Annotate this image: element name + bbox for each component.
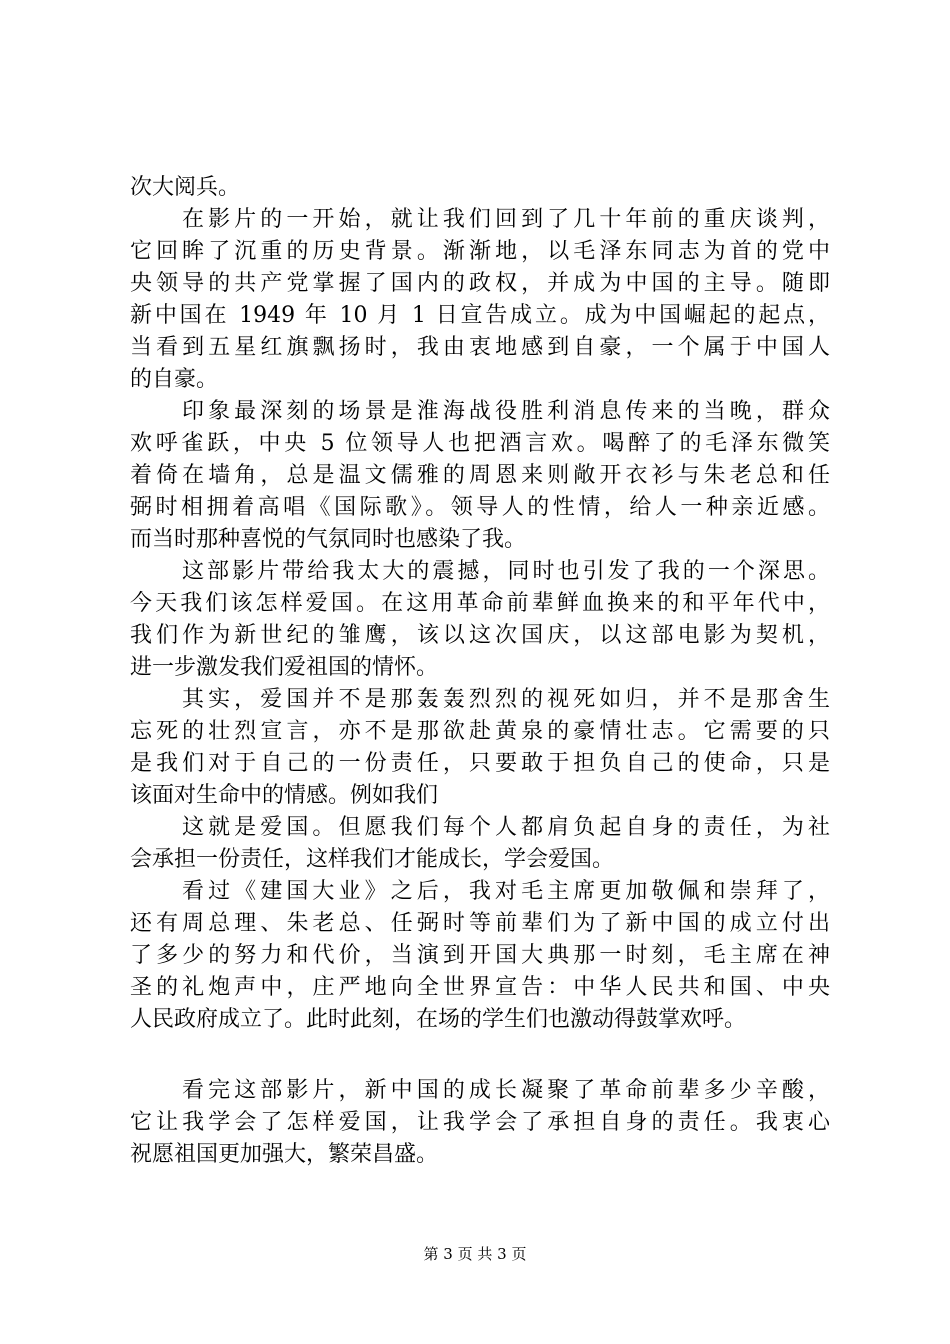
text-line: 进一步激发我们爱祖国的情怀。 bbox=[130, 655, 439, 680]
text-line: 欢呼雀跃，中央 5 位领导人也把酒言欢。喝醉了的毛泽东微笑 bbox=[130, 431, 830, 456]
text-line: 看完这部影片，新中国的成长凝聚了革命前辈多少辛酸， bbox=[182, 1078, 830, 1103]
text-line: 央领导的共产党掌握了国内的政权，并成为中国的主导。随即 bbox=[130, 271, 830, 296]
text-line: 圣的礼炮声中，庄严地向全世界宣告：中华人民共和国、中央 bbox=[130, 975, 830, 1000]
text-line: 人民政府成立了。此时此刻，在场的学生们也激动得鼓掌欢呼。 bbox=[130, 1007, 747, 1032]
text-line: 该面对生命中的情感。例如我们 bbox=[130, 783, 439, 808]
text-line: 这部影片带给我太大的震撼，同时也引发了我的一个深思。 bbox=[182, 559, 830, 584]
text-line: 而当时那种喜悦的气氛同时也感染了我。 bbox=[130, 527, 527, 552]
text-line: 是我们对于自己的一份责任，只要敢于担负自己的使命，只是 bbox=[130, 751, 830, 776]
text-line: 它回眸了沉重的历史背景。渐渐地，以毛泽东同志为首的党中 bbox=[130, 239, 830, 264]
page-footer: 第 3 页 共 3 页 bbox=[423, 1245, 527, 1263]
text-line: 的自豪。 bbox=[130, 367, 219, 392]
text-line: 今天我们该怎样爱国。在这用革命前辈鲜血换来的和平年代中， bbox=[130, 591, 830, 616]
text-line: 会承担一份责任，这样我们才能成长，学会爱国。 bbox=[130, 847, 615, 872]
text-line: 还有周总理、朱老总、任弼时等前辈们为了新中国的成立付出 bbox=[130, 911, 830, 936]
text-line: 我们作为新世纪的雏鹰，该以这次国庆，以这部电影为契机， bbox=[130, 623, 830, 648]
text-line: 当看到五星红旗飘扬时，我由衷地感到自豪，一个属于中国人 bbox=[130, 335, 830, 360]
text-line: 新中国在 1949 年 10 月 1 日宣告成立。成为中国崛起的起点， bbox=[130, 303, 830, 328]
text-line: 这就是爱国。但愿我们每个人都肩负起自身的责任，为社 bbox=[182, 815, 830, 840]
text-line: 祝愿祖国更加强大，繁荣昌盛。 bbox=[130, 1142, 439, 1167]
text-line: 其实，爱国并不是那轰轰烈烈的视死如归，并不是那舍生 bbox=[182, 687, 830, 712]
text-line: 在影片的一开始，就让我们回到了几十年前的重庆谈判， bbox=[182, 207, 830, 232]
text-line: 了多少的努力和代价，当演到开国大典那一时刻，毛主席在神 bbox=[130, 943, 830, 968]
text-line: 看过《建国大业》之后，我对毛主席更加敬佩和崇拜了， bbox=[182, 879, 830, 904]
text-line: 印象最深刻的场景是淮海战役胜利消息传来的当晚，群众 bbox=[182, 399, 830, 424]
text-line: 着倚在墙角，总是温文儒雅的周恩来则敞开衣衫与朱老总和任 bbox=[130, 463, 830, 488]
text-line: 它让我学会了怎样爱国，让我学会了承担自身的责任。我衷心 bbox=[130, 1110, 830, 1135]
text-line: 弼时相拥着高唱《国际歌》。领导人的性情，给人一种亲近感。 bbox=[130, 495, 830, 520]
text-line: 次大阅兵。 bbox=[130, 175, 241, 200]
text-line: 忘死的壮烈宣言，亦不是那欲赴黄泉的豪情壮志。它需要的只 bbox=[130, 719, 830, 744]
